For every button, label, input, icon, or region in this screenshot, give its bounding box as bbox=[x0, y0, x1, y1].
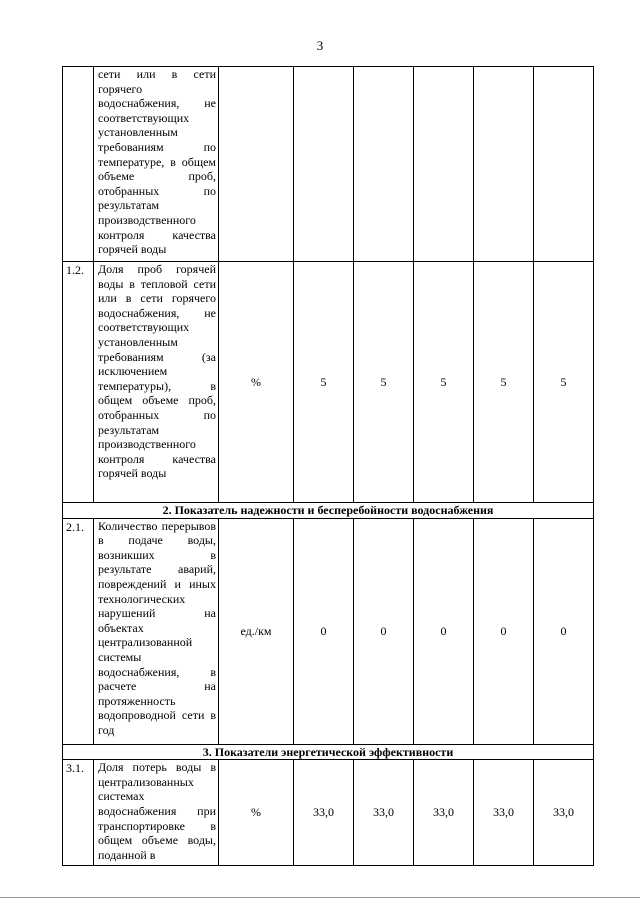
row-value: 33,0 bbox=[294, 760, 354, 866]
row-value bbox=[414, 67, 474, 262]
table-row bbox=[63, 262, 594, 503]
row-value: 33,0 bbox=[354, 760, 414, 866]
row-value: 0 bbox=[474, 518, 534, 744]
row-value bbox=[534, 67, 594, 262]
section-title: 2. Показатель надежности и бесперебойности водоснабжения bbox=[63, 503, 594, 519]
row-number bbox=[63, 67, 94, 262]
row-unit: % bbox=[219, 262, 294, 503]
row-value bbox=[294, 67, 354, 262]
row-number: 2.1. bbox=[63, 518, 94, 744]
row-value: 33,0 bbox=[474, 760, 534, 866]
section-row bbox=[63, 503, 594, 519]
row-unit: ед./км bbox=[219, 518, 294, 744]
table-row bbox=[63, 67, 594, 262]
row-value: 33,0 bbox=[534, 760, 594, 866]
row-description: Количество перерывов в подаче воды, возникших в результате аварий, повреждений и иных технологических нарушений на объектах централизованной системы водоснабжения, в расчете на протяженность водопроводной сети в год bbox=[94, 518, 219, 744]
row-description: сети или в сети горячего водоснабжения, не соответствующих установленным требованиям по температуре, в общем объеме проб, отобранных по результатам производственного контроля качества горячей воды bbox=[94, 67, 219, 262]
row-value: 5 bbox=[294, 262, 354, 503]
table-row bbox=[63, 518, 594, 744]
row-value: 5 bbox=[534, 262, 594, 503]
row-unit: % bbox=[219, 760, 294, 866]
row-value: 0 bbox=[534, 518, 594, 744]
row-value: 5 bbox=[474, 262, 534, 503]
page-number: 3 bbox=[316, 38, 324, 53]
row-value: 0 bbox=[414, 518, 474, 744]
row-description: Доля проб горячей воды в тепловой сети или в сети горячего водоснабжения, не соответствующих установленным требованиям (за исключением температуры), в общем объеме проб, отобранных по результатам производственного контроля качества горячей воды bbox=[94, 262, 219, 503]
row-value bbox=[474, 67, 534, 262]
indicators-table bbox=[62, 66, 594, 866]
row-description: Доля потерь воды в централизованных системах водоснабжения при транспортировке в общем объеме воды, поданной в bbox=[94, 760, 219, 866]
row-unit bbox=[219, 67, 294, 262]
row-number: 1.2. bbox=[63, 262, 94, 503]
section-row bbox=[63, 744, 594, 760]
table-row bbox=[63, 760, 594, 866]
section-title: 3. Показатели энергетической эффективности bbox=[63, 744, 594, 760]
row-value: 0 bbox=[354, 518, 414, 744]
page-bottom-edge bbox=[0, 897, 640, 898]
row-value: 5 bbox=[414, 262, 474, 503]
row-value: 33,0 bbox=[414, 760, 474, 866]
row-value bbox=[354, 67, 414, 262]
row-number: 3.1. bbox=[63, 760, 94, 866]
row-value: 5 bbox=[354, 262, 414, 503]
row-value: 0 bbox=[294, 518, 354, 744]
